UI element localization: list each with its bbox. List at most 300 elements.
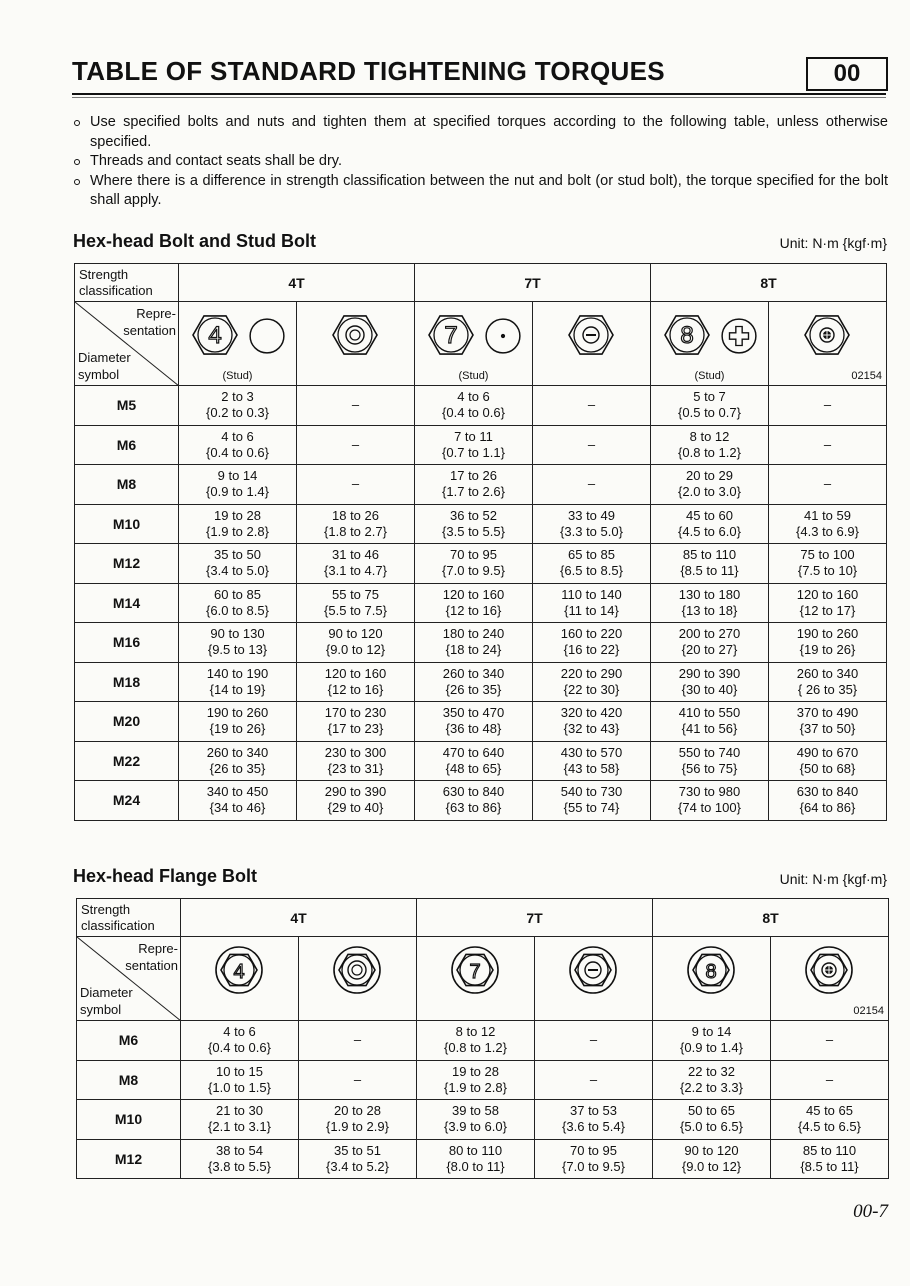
torque-nm: 85 to 110 [802,1142,857,1158]
page-number: 00-7 [853,1201,888,1222]
torque-value-cell [771,1139,889,1179]
torque-kgfm: {4.3 to 6.9} [796,523,859,539]
torque-kgfm: {2.1 to 3.1} [208,1119,271,1135]
torque-nm: 39 to 58 [452,1103,499,1119]
torque-value-cell [533,504,651,544]
torque-value-cell [535,1139,653,1179]
torque-value-cell [417,1139,535,1179]
torque-kgfm: {7.0 to 9.5} [562,1158,625,1174]
representation-symbol [651,302,769,386]
svg-text:8: 8 [679,322,694,349]
torque-value-cell [299,1100,417,1140]
representation-symbol [533,302,651,386]
class-header: 7T [415,264,651,302]
torque-value-cell [769,386,887,426]
torque-value-cell [653,1060,771,1100]
torque-value-cell [297,425,415,465]
torque-nm: 70 to 95 [570,1142,617,1158]
representation-symbol [299,937,417,1021]
torque-value-cell [533,702,651,742]
torque-value-cell [179,741,297,781]
torque-value-cell [651,623,769,663]
torque-nm: 4 to 6 [221,428,254,444]
stud-label: (Stud) [458,370,489,382]
torque-value-cell [299,1060,417,1100]
torque-kgfm: {12 to 17} [799,602,856,618]
instruction-item: Threads and contact seats shall be dry. [72,152,888,172]
torque-nm: – [825,1071,834,1087]
torque-value-cell [415,702,533,742]
torque-nm: 4 to 6 [457,389,490,405]
instruction-list [72,113,888,211]
torque-kgfm: {0.9 to 1.4} [680,1040,743,1056]
torque-value-cell [533,662,651,702]
torque-nm: 90 to 120 [328,626,383,642]
torque-nm: 120 to 160 [442,586,505,602]
torque-value-cell [769,623,887,663]
torque-value-cell [651,702,769,742]
torque-value-cell [415,662,533,702]
torque-value-cell [533,386,651,426]
torque-kgfm: {0.9 to 1.4} [206,484,269,500]
torque-kgfm: {3.4 to 5.0} [206,563,269,579]
torque-kgfm: {5.5 to 7.5} [324,602,387,618]
stud-label: (Stud) [694,370,725,382]
torque-value-cell [417,1100,535,1140]
torque-kgfm: {8.5 to 11} [800,1158,859,1174]
figure-code: 02154 [851,370,882,382]
svg-text:7: 7 [468,961,481,983]
torque-value-cell [415,781,533,821]
torque-nm: – [589,1071,598,1087]
torque-nm: 45 to 65 [806,1103,853,1119]
torque-value-cell [415,623,533,663]
torque-nm: 41 to 59 [804,507,851,523]
torque-nm: 35 to 50 [214,547,261,563]
torque-nm: 90 to 130 [210,626,265,642]
torque-nm: 20 to 28 [334,1103,381,1119]
torque-value-cell [533,583,651,623]
class-mark-bolt-icon [662,310,714,366]
torque-nm: 36 to 52 [450,507,497,523]
diameter-symbol: M6 [77,1021,181,1061]
torque-value-cell [769,662,887,702]
class-mark-bolt-icon [214,945,266,1001]
torque-value-cell [179,781,297,821]
torque-nm: 22 to 32 [688,1063,735,1079]
class-mark-bolt-icon [450,945,502,1001]
representation-symbol [181,937,299,1021]
torque-nm: 55 to 75 [332,586,379,602]
torque-nm: 190 to 260 [206,705,269,721]
representation-symbol [415,302,533,386]
torque-nm: 4 to 6 [223,1024,256,1040]
torque-value-cell [297,662,415,702]
torque-kgfm: {3.4 to 5.2} [326,1158,389,1174]
torque-nm: 490 to 670 [796,744,859,760]
torque-nm: 190 to 260 [796,626,859,642]
class-header: 8T [651,264,887,302]
torque-value-cell [179,702,297,742]
diameter-symbol: M10 [77,1100,181,1140]
torque-value-cell [653,1139,771,1179]
diameter-symbol: M8 [75,465,179,505]
torque-kgfm: {14 to 19} [209,681,266,697]
torque-value-cell [771,1100,889,1140]
torque-value-cell [415,583,533,623]
torque-kgfm: {1.8 to 2.7} [324,523,387,539]
torque-kgfm: {16 to 22} [563,642,620,658]
torque-nm: 260 to 340 [442,665,505,681]
torque-kgfm: {1.0 to 1.5} [208,1079,271,1095]
torque-nm: 430 to 570 [560,744,623,760]
torque-kgfm: {34 to 46} [209,800,266,816]
torque-kgfm: {0.2 to 0.3} [206,405,269,421]
svg-text:8: 8 [704,961,717,983]
torque-kgfm: {30 to 40} [681,681,738,697]
torque-value-cell [651,465,769,505]
torque-kgfm: { 26 to 35} [797,681,858,697]
torque-nm: – [825,1032,834,1048]
torque-nm: 320 to 420 [560,705,623,721]
torque-kgfm: {2.2 to 3.3} [680,1079,743,1095]
torque-value-cell [533,425,651,465]
torque-value-cell [769,583,887,623]
torque-kgfm: {63 to 86} [445,800,502,816]
torque-kgfm: {12 to 16} [327,681,384,697]
torque-kgfm: {36 to 48} [445,721,502,737]
torque-nm: 550 to 740 [678,744,741,760]
torque-kgfm: {50 to 68} [799,760,856,776]
torque-nm: 80 to 110 [448,1142,503,1158]
torque-nm: 60 to 85 [214,586,261,602]
torque-value-cell [769,741,887,781]
svg-text:4: 4 [232,961,245,983]
torque-kgfm: {29 to 40} [327,800,384,816]
torque-nm: 220 to 290 [560,665,623,681]
class-header: 4T [179,264,415,302]
torque-nm: – [587,436,596,452]
torque-kgfm: {7.5 to 10} [797,563,858,579]
torque-value-cell [769,702,887,742]
torque-nm: 45 to 60 [686,507,733,523]
torque-kgfm: {3.1 to 4.7} [324,563,387,579]
torque-kgfm: {2.0 to 3.0} [678,484,741,500]
torque-kgfm: {7.0 to 9.5} [442,563,505,579]
diameter-symbol: M24 [75,781,179,821]
torque-nm: 630 to 840 [796,784,859,800]
torque-nm: 35 to 51 [334,1142,381,1158]
torque-nm: 8 to 12 [455,1024,496,1040]
torque-value-cell [415,544,533,584]
torque-nm: 10 to 15 [216,1063,263,1079]
torque-value-cell [651,544,769,584]
torque-value-cell [297,583,415,623]
torque-table-hex-bolt [74,263,887,821]
torque-kgfm: {8.5 to 11} [680,563,739,579]
torque-value-cell [181,1060,299,1100]
torque-nm: 75 to 100 [800,547,855,563]
torque-nm: 90 to 120 [684,1142,739,1158]
torque-kgfm: {8.0 to 11} [446,1158,505,1174]
torque-kgfm: {0.4 to 0.6} [208,1040,271,1056]
torque-kgfm: {11 to 14} [564,602,619,618]
torque-value-cell [181,1021,299,1061]
torque-kgfm: {3.6 to 5.4} [562,1119,625,1135]
torque-nm: – [823,476,832,492]
diameter-symbol: M16 [75,623,179,663]
torque-nm: 160 to 220 [560,626,623,642]
torque-kgfm: {0.4 to 0.6} [206,444,269,460]
torque-nm: 38 to 54 [216,1142,263,1158]
torque-nm: 19 to 28 [452,1063,499,1079]
representation-symbol [769,302,887,386]
torque-nm: – [353,1071,362,1087]
figure-code: 02154 [853,1005,884,1017]
torque-nm: 20 to 29 [686,468,733,484]
torque-value-cell [771,1021,889,1061]
torque-kgfm: {17 to 23} [327,721,384,737]
representation-symbol [417,937,535,1021]
representation-symbol [179,302,297,386]
torque-nm: 50 to 65 [688,1103,735,1119]
class-mark-bolt-icon [426,310,478,366]
torque-value-cell [533,544,651,584]
torque-nm: 33 to 49 [568,507,615,523]
torque-value-cell [181,1100,299,1140]
torque-nm: 350 to 470 [442,705,505,721]
torque-value-cell [297,544,415,584]
torque-value-cell [179,386,297,426]
class-header: 8T [653,899,889,937]
instruction-item: Where there is a difference in strength classification between the nut and bolt (or stud bolt), the torque specified for the bolt shall apply. [72,172,888,211]
representation-header: Repre- sentation Diameter symbol [77,937,181,1021]
torque-nm: 85 to 110 [682,547,737,563]
torque-kgfm: {4.5 to 6.0} [678,523,741,539]
torque-nm: 730 to 980 [678,784,741,800]
representation-symbol [535,937,653,1021]
torque-value-cell [651,386,769,426]
torque-value-cell [415,741,533,781]
torque-value-cell [297,741,415,781]
representation-header: Repre- sentation Diameter symbol [75,302,179,386]
torque-kgfm: {4.5 to 6.5} [798,1119,861,1135]
diameter-symbol: M6 [75,425,179,465]
torque-value-cell [533,741,651,781]
torque-kgfm: {19 to 26} [209,721,266,737]
torque-nm: 70 to 95 [450,547,497,563]
torque-nm: – [823,397,832,413]
torque-kgfm: {20 to 27} [681,642,738,658]
torque-nm: – [587,397,596,413]
svg-text:4: 4 [207,322,222,349]
torque-nm: 540 to 730 [560,784,623,800]
torque-kgfm: {0.8 to 1.2} [444,1040,507,1056]
torque-value-cell [651,425,769,465]
diameter-symbol: M22 [75,741,179,781]
torque-nm: 370 to 490 [796,705,859,721]
torque-kgfm: {48 to 65} [445,760,502,776]
diameter-symbol: M14 [75,583,179,623]
torque-kgfm: {43 to 58} [563,760,620,776]
torque-nm: 31 to 46 [332,547,379,563]
torque-value-cell [535,1021,653,1061]
torque-nm: – [351,476,360,492]
torque-value-cell [415,465,533,505]
torque-nm: 130 to 180 [678,586,741,602]
torque-kgfm: {5.0 to 6.5} [680,1119,743,1135]
torque-nm: 120 to 160 [796,586,859,602]
torque-value-cell [417,1021,535,1061]
torque-kgfm: {1.9 to 2.8} [444,1079,507,1095]
hex-bolt-mark-icon [332,945,384,1001]
torque-nm: 19 to 28 [214,507,261,523]
class-mark-bolt-icon [190,310,242,366]
torque-kgfm: {37 to 50} [799,721,856,737]
diameter-symbol: M10 [75,504,179,544]
torque-kgfm: {26 to 35} [209,760,266,776]
torque-nm: 630 to 840 [442,784,505,800]
torque-value-cell [651,662,769,702]
torque-value-cell [179,623,297,663]
torque-kgfm: {56 to 75} [681,760,738,776]
table2-title: Hex-head Flange Bolt [73,866,258,886]
diameter-symbol: M18 [75,662,179,702]
torque-nm: 37 to 53 [570,1103,617,1119]
class-header: 7T [417,899,653,937]
torque-kgfm: {23 to 31} [327,760,384,776]
diameter-symbol: M8 [77,1060,181,1100]
torque-value-cell [533,623,651,663]
torque-nm: 290 to 390 [678,665,741,681]
torque-kgfm: {1.9 to 2.8} [206,523,269,539]
stud-label: (Stud) [222,370,253,382]
torque-value-cell [297,702,415,742]
torque-value-cell [769,504,887,544]
hex-bolt-mark-icon [802,310,854,366]
hex-bolt-mark-icon [566,310,618,366]
torque-value-cell [535,1060,653,1100]
torque-value-cell [653,1100,771,1140]
torque-nm: 260 to 340 [206,744,269,760]
stud-mark-icon [714,317,758,359]
torque-kgfm: {64 to 86} [799,800,856,816]
torque-kgfm: {0.4 to 0.6} [442,405,505,421]
svg-text:7: 7 [443,322,458,349]
torque-kgfm: {74 to 100} [678,800,741,816]
torque-value-cell [769,465,887,505]
torque-kgfm: {6.5 to 8.5} [560,563,623,579]
torque-kgfm: {3.9 to 6.0} [444,1119,507,1135]
table2-unit: Unit: N·m {kgf·m} [779,871,887,887]
torque-nm: 5 to 7 [693,389,726,405]
torque-kgfm: {18 to 24} [445,642,502,658]
torque-kgfm: {6.0 to 8.5} [206,602,269,618]
torque-kgfm: {9.5 to 13} [207,642,268,658]
torque-nm: 230 to 300 [324,744,387,760]
torque-value-cell [179,465,297,505]
torque-value-cell [299,1021,417,1061]
torque-value-cell [771,1060,889,1100]
torque-value-cell [535,1100,653,1140]
title-rule-thin [72,97,886,98]
torque-value-cell [415,504,533,544]
torque-nm: 65 to 85 [568,547,615,563]
torque-nm: 180 to 240 [442,626,505,642]
class-mark-bolt-icon [686,945,738,1001]
hex-bolt-mark-icon [804,945,856,1001]
stud-mark-icon [478,317,522,359]
torque-nm: – [351,436,360,452]
torque-value-cell [297,386,415,426]
torque-nm: – [351,397,360,413]
torque-nm: – [823,436,832,452]
torque-nm: 21 to 30 [216,1103,263,1119]
representation-symbol [653,937,771,1021]
torque-kgfm: {12 to 16} [445,602,502,618]
torque-kgfm: {0.7 to 1.1} [442,444,505,460]
torque-value-cell [179,504,297,544]
torque-nm: 18 to 26 [332,507,379,523]
torque-value-cell [415,386,533,426]
torque-value-cell [651,583,769,623]
torque-nm: 8 to 12 [689,428,730,444]
torque-value-cell [417,1060,535,1100]
strength-classification-header: Strength classification [75,264,179,302]
torque-value-cell [297,465,415,505]
page-title: TABLE OF STANDARD TIGHTENING TORQUES [72,56,665,86]
stud-mark-icon [242,317,286,359]
torque-kgfm: {1.9 to 2.9} [326,1119,389,1135]
torque-value-cell [653,1021,771,1061]
representation-symbol [771,937,889,1021]
torque-value-cell [415,425,533,465]
torque-nm: 17 to 26 [450,468,497,484]
hex-bolt-mark-icon [568,945,620,1001]
torque-value-cell [297,504,415,544]
torque-value-cell [179,544,297,584]
torque-table-flange-bolt [76,898,889,1179]
torque-value-cell [769,425,887,465]
torque-nm: 120 to 160 [324,665,387,681]
torque-nm: 470 to 640 [442,744,505,760]
torque-nm: 410 to 550 [678,705,741,721]
torque-value-cell [769,544,887,584]
torque-nm: 200 to 270 [678,626,741,642]
diameter-symbol: M20 [75,702,179,742]
torque-kgfm: {0.5 to 0.7} [678,405,741,421]
torque-kgfm: {9.0 to 12} [681,1158,742,1174]
torque-value-cell [769,781,887,821]
diameter-symbol: M5 [75,386,179,426]
torque-kgfm: {32 to 43} [563,721,620,737]
torque-value-cell [651,781,769,821]
section-code-box: 00 [806,57,888,91]
torque-value-cell [533,781,651,821]
diameter-symbol: M12 [75,544,179,584]
class-header: 4T [181,899,417,937]
torque-nm: 340 to 450 [206,784,269,800]
torque-kgfm: {0.8 to 1.2} [678,444,741,460]
torque-kgfm: {13 to 18} [681,602,738,618]
torque-nm: 9 to 14 [691,1024,732,1040]
torque-value-cell [181,1139,299,1179]
representation-symbol [297,302,415,386]
torque-kgfm: {19 to 26} [799,642,856,658]
torque-value-cell [651,741,769,781]
torque-value-cell [297,623,415,663]
torque-kgfm: {26 to 35} [445,681,502,697]
